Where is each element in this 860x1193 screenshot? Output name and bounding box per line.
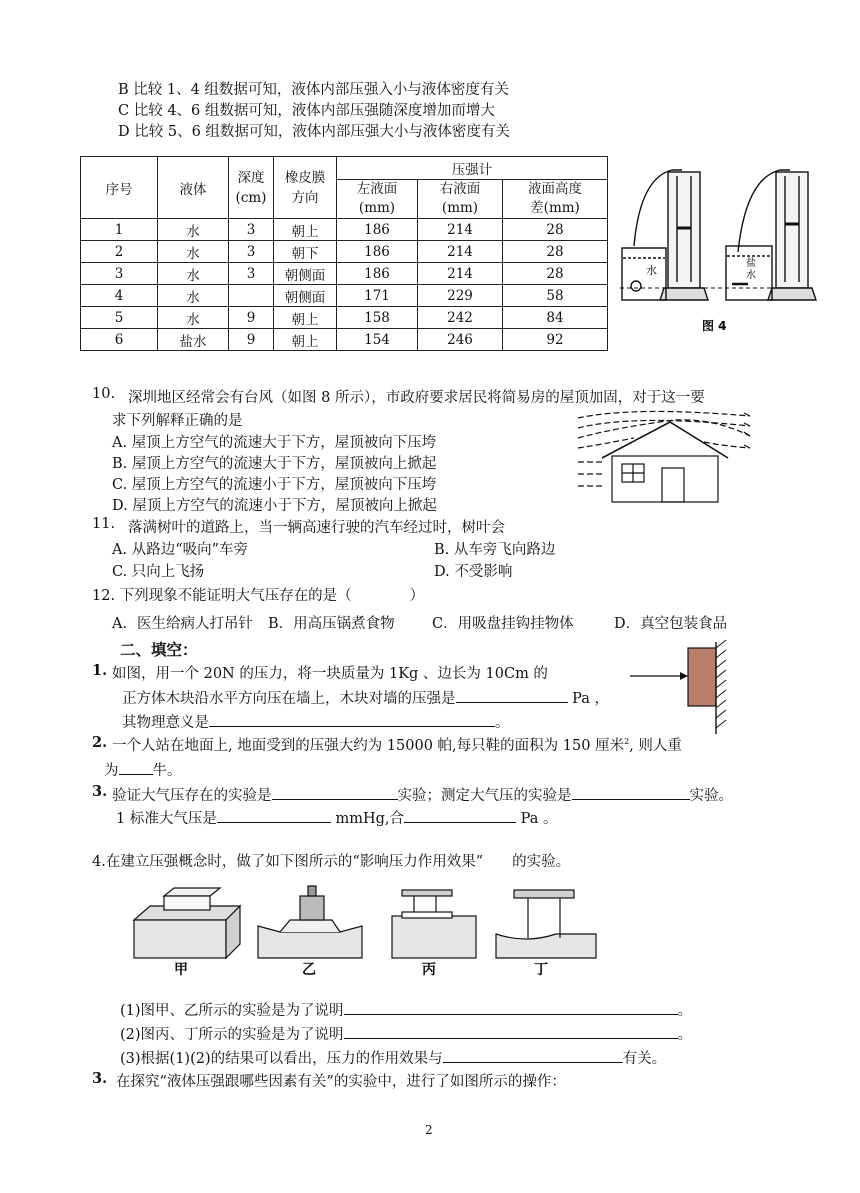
- table-cell: 242: [418, 307, 503, 329]
- table-cell: 186: [337, 241, 418, 263]
- table-cell: 28: [503, 219, 608, 241]
- table-cell: 朝上: [274, 329, 337, 351]
- table-cell: 5: [81, 307, 158, 329]
- f5-stem: 在探究“液体压强跟哪些因素有关”的实验中，进行了如图所示的操作：: [116, 1074, 566, 1090]
- table-cell: 9: [229, 307, 274, 329]
- house-wind-figure: [574, 408, 754, 508]
- answer-blank[interactable]: [404, 806, 516, 823]
- table-cell: 214: [418, 219, 503, 241]
- label-jia: 甲: [174, 962, 188, 978]
- q11-option-b: B. 从车旁飞向路边: [434, 542, 556, 558]
- table-cell: 186: [337, 219, 418, 241]
- answer-blank[interactable]: [443, 1046, 623, 1063]
- f3-line-1: 验证大气压存在的实验是 实验；测定大气压的实验是 实验。: [112, 783, 733, 805]
- page-number: 2: [425, 1123, 433, 1137]
- table-body: [81, 219, 608, 351]
- q10-option-c: C. 屋顶上方空气的流速小于下方，屋顶被向下压垮: [112, 477, 437, 493]
- f4-sub-2: (2)图丙、丁所示的实验是为了说明 。: [120, 1022, 692, 1044]
- q11-number: 11.: [92, 516, 116, 532]
- table-row: [81, 307, 608, 329]
- data-table: [80, 156, 608, 351]
- q10-option-a: A. 屋顶上方空气的流速大于下方，屋顶被向下压垮: [112, 435, 437, 451]
- f1-line-1: 如图，用一个 20N 的压力，将一块质量为 1Kg 、边长为 10Cm 的: [112, 666, 548, 682]
- q12-option-d: D．真空包装食品: [614, 616, 728, 632]
- q12-option-b: B．用高压锅煮食物: [268, 616, 395, 632]
- option-d: D 比较 5、6 组数据可知，液体内部压强大小与液体密度有关: [118, 124, 510, 140]
- table-cell: 28: [503, 263, 608, 285]
- q10-option-d: D. 屋顶上方空气的流速小于下方，屋顶被向上掀起: [112, 498, 437, 514]
- answer-blank[interactable]: [272, 783, 398, 800]
- table-cell: 朝侧面: [274, 263, 337, 285]
- q10-option-b: B. 屋顶上方空气的流速大于下方，屋顶被向上掀起: [112, 456, 437, 472]
- table-cell: 水: [158, 285, 229, 307]
- table-cell: 154: [337, 329, 418, 351]
- table-cell: 水: [158, 219, 229, 241]
- label-bing: 丙: [422, 962, 436, 978]
- table-cell: 3: [229, 263, 274, 285]
- fig-right-liquid-2: 水: [746, 270, 756, 281]
- manometer-figure: [620, 158, 810, 338]
- table-cell: 9: [229, 329, 274, 351]
- f4-sub-3: (3)根据(1)(2)的结果可以看出，压力的作用效果与 有关。: [120, 1046, 666, 1068]
- table-cell: 2: [81, 241, 158, 263]
- table-cell: 84: [503, 307, 608, 329]
- table-row: [81, 241, 608, 263]
- label-ding: 丁: [534, 962, 548, 978]
- table-cell: 盐水: [158, 329, 229, 351]
- table-cell: 158: [337, 307, 418, 329]
- header-right: 右液面 (mm): [418, 180, 503, 219]
- table-cell: 214: [418, 263, 503, 285]
- fig-right-liquid-1: 盐: [746, 258, 756, 269]
- table-cell: 186: [337, 263, 418, 285]
- f2-line-1: 一个人站在地面上, 地面受到的压强大约为 15000 帕,每只鞋的面积为 150 厘米$^2$, 则人重: [112, 737, 682, 754]
- table-cell: 92: [503, 329, 608, 351]
- table-row: [81, 263, 608, 285]
- f4-stem: 4.在建立压强概念时，做了如下图所示的“影响压力作用效果” 的实验。: [92, 854, 571, 870]
- f3-line-2: 1 标准大气压是 mmHg,合 Pa 。: [116, 806, 557, 828]
- table-cell: 朝下: [274, 241, 337, 263]
- header-liquid: 液体: [158, 157, 229, 219]
- table-cell: 58: [503, 285, 608, 307]
- header-film: 橡皮膜 方向: [274, 157, 337, 219]
- f1-number: 1.: [92, 662, 108, 679]
- f2-number: 2.: [92, 734, 108, 751]
- table-cell: 28: [503, 241, 608, 263]
- header-gauge: 压强计: [337, 157, 608, 180]
- answer-blank[interactable]: [456, 686, 568, 703]
- option-b: B 比较 1、4 组数据可知，液体内部压强入小与液体密度有关: [118, 82, 509, 98]
- header-index: 序号: [81, 157, 158, 219]
- table-row: [81, 329, 608, 351]
- f3-number: 3.: [92, 783, 108, 800]
- fig-left-liquid: 水: [646, 264, 657, 277]
- answer-blank[interactable]: [572, 783, 690, 800]
- f2-line-2: 为 牛。: [104, 758, 182, 780]
- table-cell: 229: [418, 285, 503, 307]
- table-cell: 1: [81, 219, 158, 241]
- q12-option-a: A．医生给病人打吊针: [112, 616, 253, 632]
- q10-number: 10.: [92, 386, 116, 402]
- f4-sub-1: (1)图甲、乙所示的实验是为了说明 。: [120, 998, 692, 1020]
- block-wall-figure: [630, 642, 740, 736]
- table-cell: 246: [418, 329, 503, 351]
- q11-stem: 落满树叶的道路上，当一辆高速行驶的汽车经过时，树叶会: [128, 520, 505, 536]
- answer-blank[interactable]: [344, 1022, 678, 1039]
- table-cell: 水: [158, 241, 229, 263]
- sponge-experiment-figure: [130, 876, 600, 976]
- option-c: C 比较 4、6 组数据可知，液体内部压强随深度增加而增大: [118, 103, 495, 119]
- header-left: 左液面 (mm): [337, 180, 418, 219]
- table-cell: 水: [158, 263, 229, 285]
- table-cell: 214: [418, 241, 503, 263]
- table-cell: [229, 285, 274, 307]
- q12-option-c: C．用吸盘挂钩挂物体: [432, 616, 574, 632]
- answer-blank[interactable]: [209, 710, 495, 727]
- table-cell: 朝上: [274, 219, 337, 241]
- table-row: [81, 219, 608, 241]
- table-cell: 3: [81, 263, 158, 285]
- table-cell: 水: [158, 307, 229, 329]
- header-diff: 液面高度 差(mm): [503, 180, 608, 219]
- answer-blank[interactable]: [119, 758, 153, 775]
- table-cell: 朝上: [274, 307, 337, 329]
- f1-line-3: 其物理意义是 。: [122, 710, 510, 732]
- q10-stem-2: 求下列解释正确的是: [112, 413, 243, 429]
- f5-number: 3.: [92, 1070, 108, 1087]
- table-cell: 4: [81, 285, 158, 307]
- q12-stem: 12. 下列现象不能证明大气压存在的是（ ）: [92, 588, 425, 604]
- table-cell: 3: [229, 219, 274, 241]
- table-cell: 6: [81, 329, 158, 351]
- q11-option-d: D. 不受影响: [434, 564, 513, 580]
- f1-line-2: 正方体木块沿水平方向压在墙上，木块对墙的压强是 Pa ，: [122, 686, 609, 708]
- header-depth: 深度 (cm): [229, 157, 274, 219]
- answer-blank[interactable]: [217, 806, 331, 823]
- table-cell: 3: [229, 241, 274, 263]
- q11-option-a: A. 从路边“吸向”车旁: [112, 542, 249, 558]
- q11-option-c: C. 只向上飞扬: [112, 564, 205, 580]
- label-yi: 乙: [302, 962, 316, 978]
- section-title: 二、填空：: [120, 640, 198, 659]
- q10-stem-1: 深圳地区经常会有台风（如图 8 所示），市政府要求居民将简易房的屋顶加固，对于这一要: [128, 390, 705, 406]
- table-cell: 171: [337, 285, 418, 307]
- answer-blank[interactable]: [344, 998, 678, 1015]
- fig4-caption: 图 4: [702, 319, 727, 333]
- table-cell: 朝侧面: [274, 285, 337, 307]
- table-row: [81, 285, 608, 307]
